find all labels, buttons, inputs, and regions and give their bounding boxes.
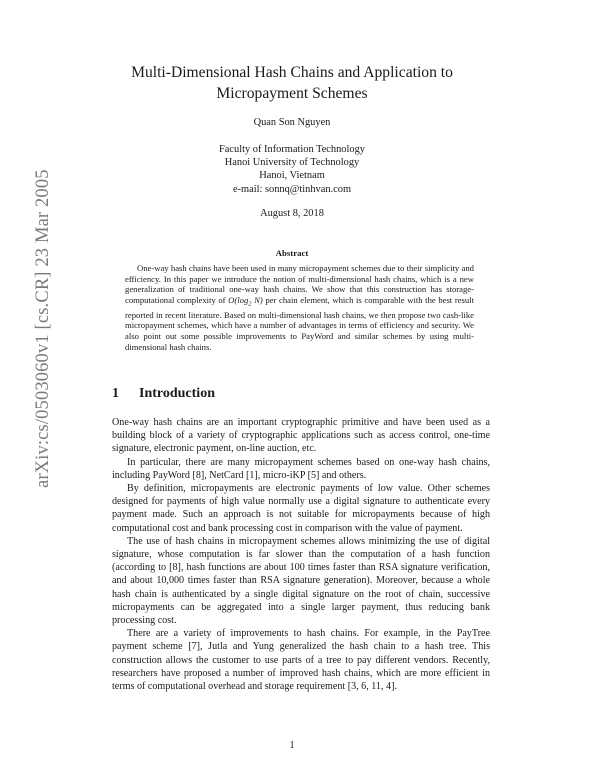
affiliation-dept: Faculty of Information Technology: [219, 144, 365, 155]
page-number: 1: [289, 740, 295, 751]
abstract-heading: Abstract: [275, 248, 309, 258]
title-line-2: Micropayment Schemes: [216, 85, 368, 102]
body-paragraph: One-way hash chains are an important cryptographic primitive and have been used as a building block of a variety of cryptographic applications such as access control, one-time signature, electronic payment, on-line auction, etc.: [112, 417, 490, 455]
paper-title: [0, 62, 584, 104]
abstract-part-2: per chain element, which is comparable with the best result reported in recent literature. Based on multi-dimensional hash chains, we then propose two cash-like micropayment schemes, which have a number of advantages in terms of efficiency and security. We also point out some possible improvements to PayWord and similar schemes by using multi-dimensional hash chains.: [125, 294, 474, 352]
affiliation-email: e-mail: sonnq@tinhvan.com: [232, 183, 352, 195]
section-heading: [112, 386, 215, 402]
author-name: Quan Son Nguyen: [253, 117, 331, 128]
complexity-subscript: 2: [248, 300, 252, 308]
complexity-main: O(log: [228, 294, 249, 305]
affiliation-block: [0, 143, 584, 196]
body-paragraph: In particular, there are many micropayment schemes based on one-way hash chains, including PayWord [8], NetCard [1], micro-iKP [5] and others.: [112, 456, 490, 481]
body-paragraph: By definition, micropayments are electronic payments of low value. Other schemes designed for payments of high value normally use a digital signature to authenticate every payment made. Such an approach is not suitable for micropayments because of high computational cost and bank processing cost in comparison with the value of payment.: [112, 483, 490, 534]
body-paragraph: There are a variety of improvements to hash chains. For example, in the PayTree payment scheme [7], Jutla and Yung generalized the hash chain to a hash tree. This construction allows the customer to use parts of a tree to pay different vendors. Recently, researchers have proposed a number of improved hash chains, which are more efficient in terms of computational overhead and storage requirement [3, 6, 11, 4].: [112, 628, 490, 693]
body-paragraph: The use of hash chains in micropayment schemes allows minimizing the use of digital signature, whose computation is far slower than the computation of a hash function (according to [8], hash functions are about 100 times faster than RSA signature verification, and about 10,000 times faster than RSA signature generation). Moreover, because a whole hash chain is authenticated by a single digital signature on the root of chain, successive micropayments can be aggregated into a single larger payment, thus reducing bank processing cost.: [112, 535, 490, 627]
arxiv-identifier: arXiv:cs/0503060v1 [cs.CR] 23 Mar 2005: [33, 169, 53, 488]
affiliation-university: Hanoi University of Technology: [224, 157, 360, 169]
title-line-1: Multi-Dimensional Hash Chains and Application to: [131, 64, 453, 81]
complexity-end: N): [251, 294, 263, 305]
introduction-body: [112, 416, 490, 693]
abstract-text: [125, 263, 474, 352]
abstract-part-1: One-way hash chains have been used in many micropayment schemes due to their simplicity and efficiency. In this paper we introduce the notion of multi-dimensional hash chains, which is a new generalization of traditional one-way hash chains. We show that this construction has storage-computational complexity of: [125, 263, 474, 305]
paper-date: August 8, 2018: [260, 208, 324, 219]
section-number: 1: [112, 386, 119, 401]
section-title: Introduction: [139, 386, 215, 401]
complexity-formula: [228, 294, 263, 308]
affiliation-location: Hanoi, Vietnam: [259, 170, 325, 182]
